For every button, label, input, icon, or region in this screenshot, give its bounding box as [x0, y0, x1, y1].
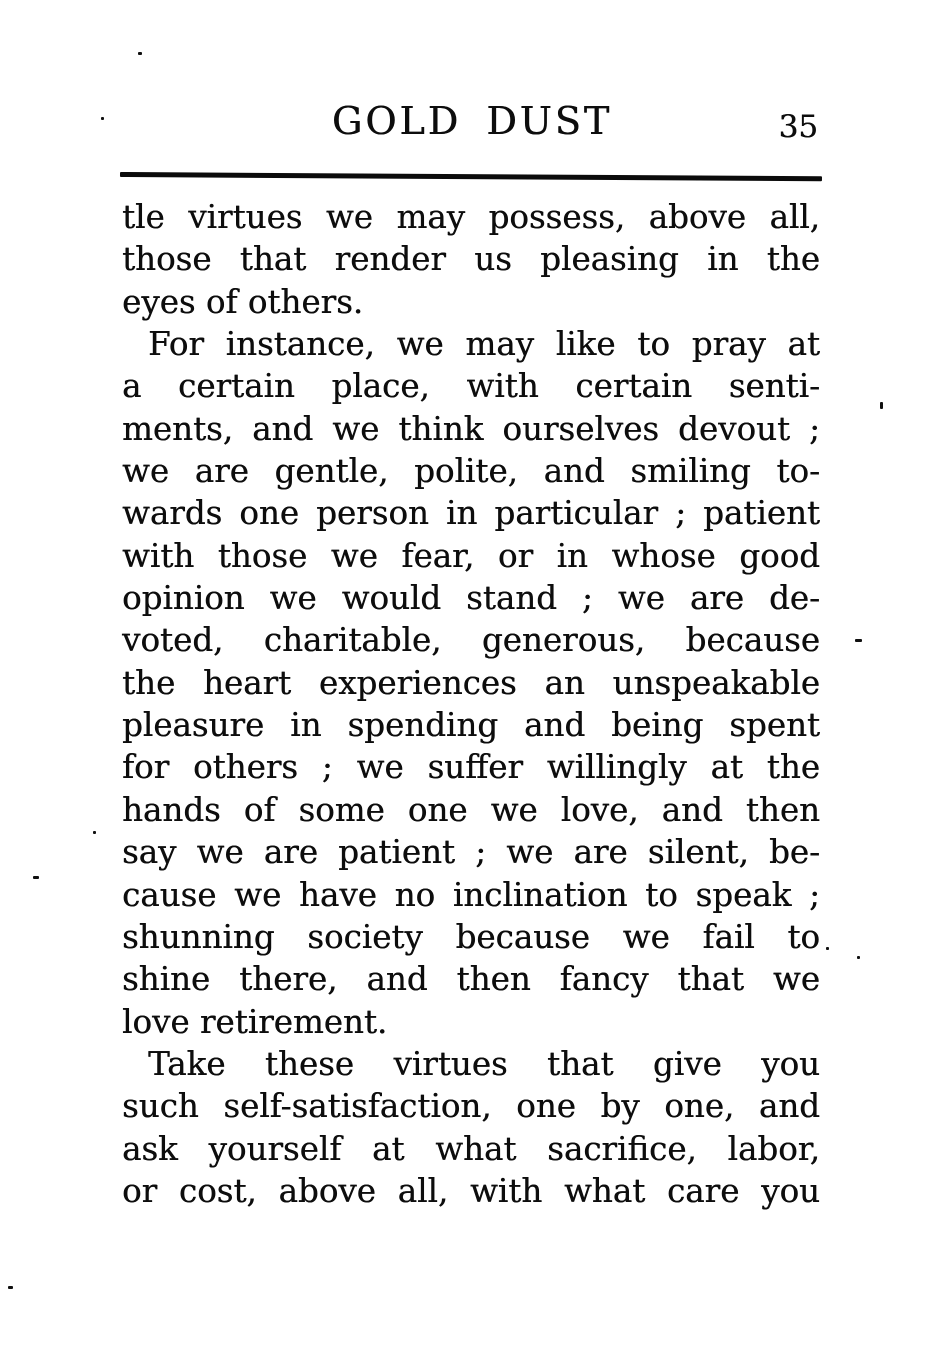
text-line: ask yourself at what sacrifice, labor, — [122, 1129, 820, 1168]
text-line: shine there, and then fancy that we — [122, 960, 820, 999]
text-line: or cost, above all, with what care you — [122, 1171, 820, 1210]
scan-speck — [93, 831, 96, 834]
text-line: Take these virtues that give you — [148, 1044, 820, 1083]
scan-speck — [857, 956, 860, 959]
page-number: 35 — [778, 109, 818, 145]
text-line: opinion we would stand ; we are de- — [122, 579, 820, 618]
text-line: tle virtues we may possess, above all, — [122, 198, 820, 236]
text-line: cause we have no inclination to speak ; — [122, 875, 820, 914]
scan-speck — [101, 117, 104, 120]
text-line: voted, charitable, generous, because — [122, 621, 820, 660]
text-line: love retirement. — [122, 1002, 388, 1041]
text-line: eyes of others. — [122, 282, 364, 321]
text-block — [122, 196, 820, 1212]
scan-speck — [826, 947, 829, 950]
scan-speck — [855, 639, 862, 642]
text-line: For instance, we may like to pray at — [148, 325, 820, 364]
text-line: hands of some one we love, and then — [122, 790, 820, 829]
scan-speck — [8, 1286, 13, 1289]
header-rule — [120, 172, 822, 181]
text-line: a certain place, with certain senti- — [122, 367, 820, 406]
text-line: such self-satisfaction, one by one, and — [122, 1087, 820, 1126]
text-line: we are gentle, polite, and smiling to- — [122, 452, 820, 491]
text-line: those that render us pleasing in the — [122, 240, 820, 279]
text-line: say we are patient ; we are silent, be- — [122, 833, 820, 872]
text-line: shunning society because we fail to — [122, 917, 820, 956]
text-line: for others ; we suffer willingly at the — [122, 748, 820, 787]
text-line: the heart experiences an unspeakable — [122, 663, 820, 702]
page-title: GOLD DUST — [331, 99, 613, 143]
text-line: with those we fear, or in whose good — [122, 536, 820, 575]
scan-speck — [138, 52, 142, 55]
scan-speck — [33, 876, 39, 879]
text-line: wards one person in particular ; patient — [122, 494, 820, 533]
text-line: pleasure in spending and being spent — [122, 706, 820, 745]
text-line: ments, and we think ourselves devout ; — [122, 409, 820, 448]
scan-speck — [880, 402, 883, 409]
